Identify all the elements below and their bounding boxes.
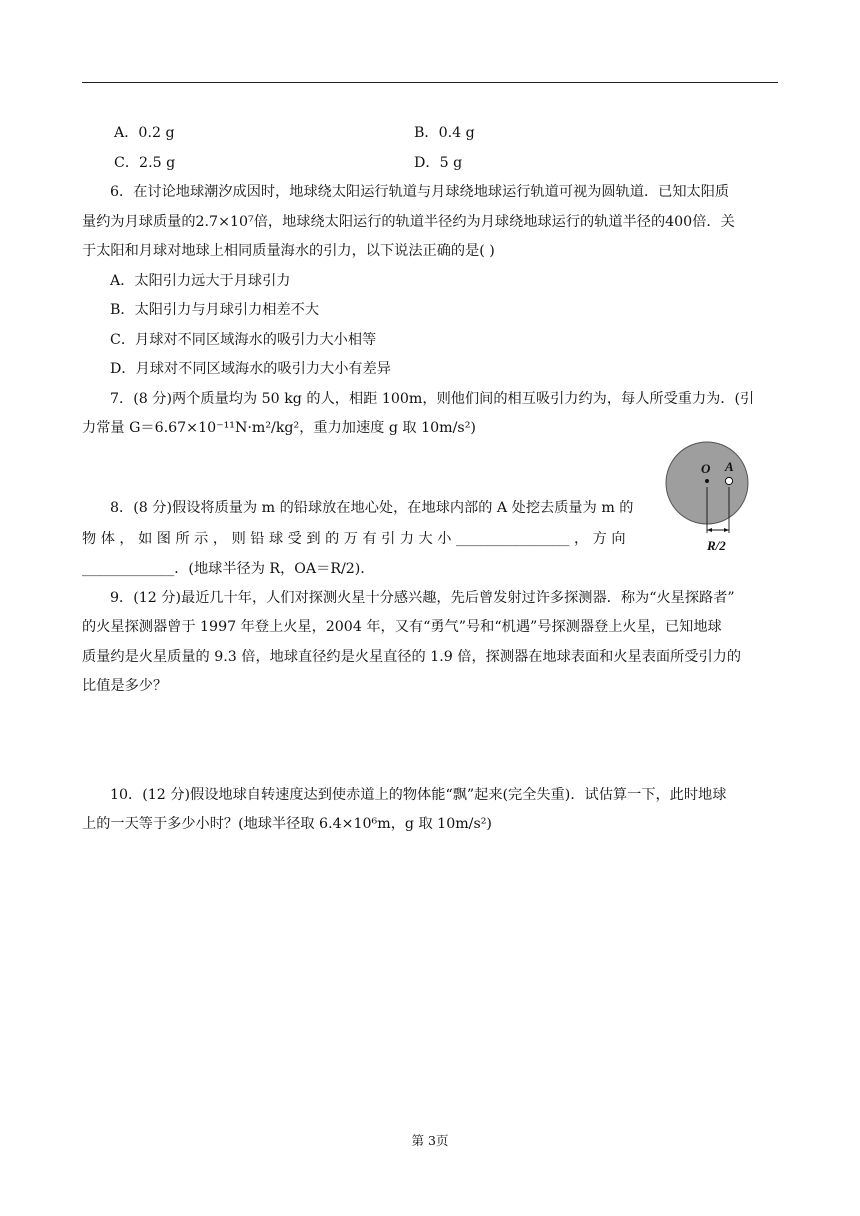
q5-option-d: D．5 g: [414, 155, 463, 171]
q6-line-2: 量约为月球质量的2.7×10⁷倍，地球绕太阳运行的轨道半径约为月球绕地球运行的轨道半径的400倍．关: [82, 214, 735, 230]
q8-line-2: 物 体 ， 如 图 所 示 ， 则 铅 球 受 到 的 万 有 引 力 大 小 ________________ ， 方 向: [82, 531, 626, 547]
q6-option-b: B．太阳引力与月球引力相差不大: [110, 302, 320, 318]
earth-figure: [665, 440, 765, 558]
cavity-a: [725, 477, 732, 484]
q9-line-2: 的火星探测器曾于 1997 年登上火星，2004 年，又有“勇气”号和“机遇”号探测器登上火星，已知地球: [82, 619, 722, 635]
q8-line-3: _____________．(地球半径为 R，OA＝R/2)．: [82, 561, 375, 577]
q10-line-2: 上的一天等于多少小时？(地球半径取 6.4×10⁶m，g 取 10m/s²): [82, 816, 492, 832]
q5-option-c: C．2.5 g: [114, 155, 176, 171]
q5-option-b: B．0.4 g: [414, 125, 475, 141]
q9-line-4: 比值是多少？: [82, 678, 168, 694]
q6-option-c: C．月球对不同区域海水的吸引力大小相等: [110, 332, 377, 348]
arrow-head-left: [707, 528, 712, 532]
q6-line-3: 于太阳和月球对地球上相同质量海水的引力，以下说法正确的是( ): [82, 243, 495, 259]
arrow-head-right: [724, 528, 729, 532]
q5-option-a: A．0.2 g: [114, 125, 175, 141]
label-o: O: [701, 461, 711, 476]
q9-line-3: 质量约是火星质量的 9.3 倍，地球直径约是火星直径的 1.9 倍，探测器在地球表面和火星表面所受引力的: [82, 649, 742, 665]
center-o-dot: [705, 479, 709, 483]
header-rule: [82, 82, 778, 83]
q6-line-1: 6．在讨论地球潮汐成因时，地球绕太阳运行轨道与月球绕地球运行轨道可视为圆轨道．已知太阳质: [110, 184, 730, 200]
q6-option-a: A．太阳引力远大于月球引力: [110, 273, 291, 289]
label-a: A: [725, 459, 734, 474]
q7-line-2: 力常量 G＝6.67×10⁻¹¹N·m²/kg²，重力加速度 g 取 10m/s²): [82, 420, 476, 436]
page-number: 第 3页: [411, 1133, 449, 1148]
label-r-half: R/2: [707, 538, 726, 553]
q10-line-1: 10．(12 分)假设地球自转速度达到使赤道上的物体能“飘”起来(完全失重)．试估算一下，此时地球: [110, 787, 727, 803]
q6-option-d: D．月球对不同区域海水的吸引力大小有差异: [110, 361, 391, 377]
q7-line-1: 7．(8 分)两个质量均为 50 kg 的人，相距 100m，则他们间的相互吸引力约为，每人所受重力为．(引: [110, 391, 755, 407]
q9-line-1: 9．(12 分)最近几十年，人们对探测火星十分感兴趣，先后曾发射过许多探测器．称为“火星探路者”: [110, 590, 735, 606]
q8-line-1: 8．(8 分)假设将质量为 m 的铅球放在地心处，在地球内部的 A 处挖去质量为 m 的: [110, 500, 634, 516]
